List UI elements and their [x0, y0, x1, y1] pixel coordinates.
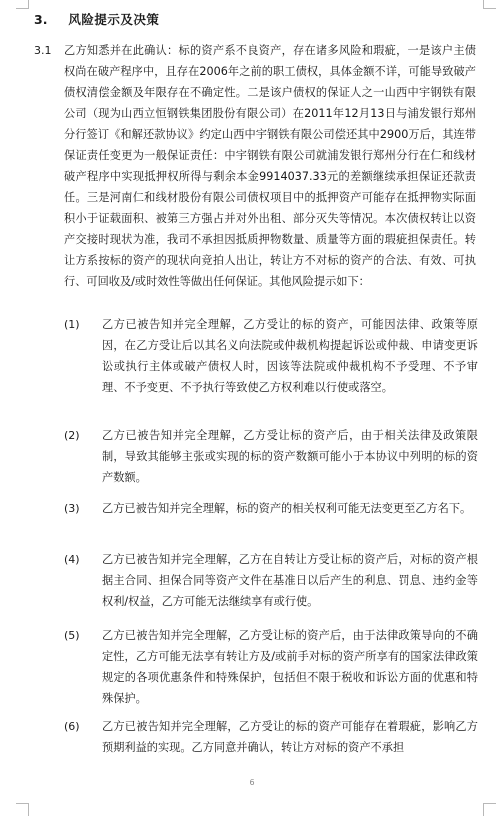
list-item-text: 乙方已被告知并完全理解，乙方受让的标的资产，可能因法律、政策等原因，在乙方受让后以其名义向法院或仲裁机构提起诉讼或仲裁、申请变更诉讼或执行主体或破产债权人时，因该等法院或仲裁机构不予受理、不予审理、不予变更、不予执行等致使乙方权利难以行使或落空。: [102, 318, 478, 394]
list-item: [64, 625, 478, 709]
list-item: [64, 314, 478, 398]
clause-number: 3.1: [34, 44, 52, 57]
list-item: [64, 549, 478, 612]
list-item: [64, 498, 478, 519]
crop-mark-bottom-left: [16, 803, 29, 816]
list-item-text: 乙方已被告知并完全理解，乙方在自转让方受让标的资产后，对标的资产根据主合同、担保合同等资产文件在基准日以后产生的利息、罚息、违约金等权利/权益，乙方可能无法继续享有或行使。: [102, 553, 478, 608]
crop-mark-bottom-right: [483, 803, 496, 816]
list-item: [64, 425, 478, 488]
clause-paragraph: 乙方知悉并在此确认：标的资产系不良资产，存在诸多风险和瑕疵，一是该户主债权尚在破产程序中，且存在2006年之前的职工债权，具体金额不详，可能导致破产债权清偿金额及年限存在不确定性。二是该户债权的保证人之一山西中宇钢铁有限公司（现为山西立恒钢铁集团股份有限公司）在2011年12月13日与浦发银行郑州分行签订《和解还款协议》约定山西中宇钢铁有限公司偿还其中2900万后，其连带保证责任变更为一般保证责任：中宇钢铁有限公司就浦发银行郑州分行在仁和线材破产程序中实现抵押权所得与剩余本金9914037.33元的差额继续承担保证还款责任。三是河南仁和线材股份有限公司债权项目中的抵押资产可能存在抵押物实际面积小于证载面积、被第三方强占并对外出租、部分灭失等情况。本次债权转让以资产交接时现状为准，我司不承担因抵质押物数量、质量等方面的瑕疵担保责任。转让方系按标的资产的现状向竞拍人出让，转让方不对标的资产的合法、有效、可执行、可回收及/或时效性等做出任何保证。其他风险提示如下：: [64, 44, 476, 288]
crop-mark-top-right: [483, 0, 496, 9]
list-item-text: 乙方已被告知并完全理解，乙方受让标的资产后，由于法律政策导向的不确定性，乙方可能无法享有转让方及/或前手对标的资产所享有的国家法律政策规定的各项优惠条件和特殊保护，包括但不限于税收和诉讼方面的优惠和特殊保护。: [102, 629, 478, 705]
list-item-text: 乙方已被告知并完全理解，乙方受让标的资产后，由于相关法律及政策限制，导致其能够主张或实现的标的资产数额可能小于本协议中列明的标的资产数额。: [102, 429, 478, 484]
list-item-text: 乙方已被告知并完全理解，标的资产的相关权利可能无法变更至乙方名下。: [102, 502, 472, 515]
section-title: 风险提示及决策: [68, 12, 160, 27]
section-heading: [34, 10, 159, 28]
list-item-number: (1): [64, 318, 80, 331]
list-item-number: (2): [64, 429, 80, 442]
list-item-number: (3): [64, 502, 80, 515]
page-number: 6: [249, 778, 255, 787]
list-item-number: (6): [64, 720, 80, 733]
list-item-number: (4): [64, 553, 80, 566]
list-item-text: 乙方已被告知并完全理解，乙方受让的标的资产可能存在着瑕疵，影响乙方预期利益的实现。乙方同意并确认，转让方对标的资产不承担: [102, 720, 478, 754]
list-item-number: (5): [64, 629, 80, 642]
section-number: 3.: [34, 12, 48, 27]
list-item: [64, 716, 478, 758]
crop-mark-top-left: [16, 0, 29, 9]
